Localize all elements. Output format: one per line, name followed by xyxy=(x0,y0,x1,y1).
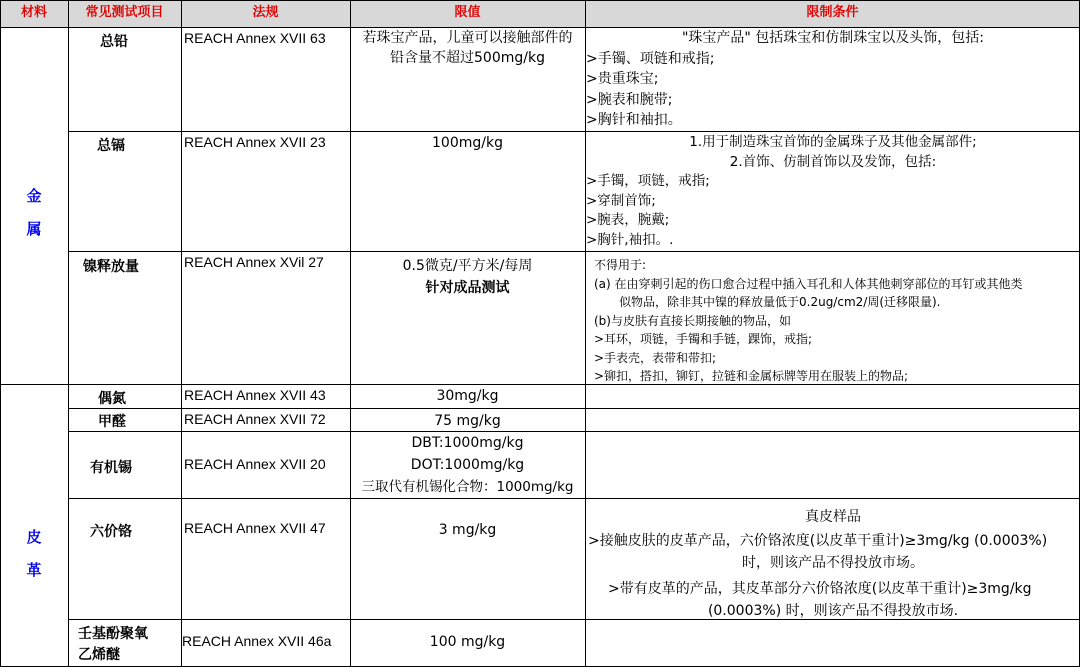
condition-line: >穿制首饰; xyxy=(586,192,656,209)
item-total-cadmium: 总镉 xyxy=(97,138,125,154)
condition-chromium xyxy=(586,506,1080,618)
limit-cadmium: 100mg/kg xyxy=(432,135,503,151)
material-leather-char2: 革 xyxy=(26,561,42,579)
condition-line: >腕表，腕戴; xyxy=(586,212,670,228)
grid-line xyxy=(68,498,1080,499)
limit-organotin-line: 三取代有机锡化合物：1000mg/kg xyxy=(361,479,574,495)
condition-line: >胸针,袖扣。. xyxy=(586,231,674,248)
material-metal-char1: 金 xyxy=(26,187,42,205)
item-organotin: 有机锡 xyxy=(90,460,132,476)
law-formaldehyde: REACH Annex XVII 72 xyxy=(184,411,326,427)
limit-lead xyxy=(350,28,585,70)
condition-line: >手表壳，表带和带扣; xyxy=(594,350,717,365)
condition-line: >接触皮肤的皮革产品，六价铬浓度(以皮革干重计)≥3mg/kg (0.0003%) xyxy=(588,533,1048,549)
item-hexavalent-chromium: 六价铬 xyxy=(90,524,132,540)
law-cadmium: REACH Annex XVII 23 xyxy=(184,134,326,150)
grid-line xyxy=(0,27,1080,28)
condition-lead xyxy=(586,28,1080,132)
condition-line: >带有皮革的产品，其皮革部分六价铬浓度(以皮革干重计)≥3mg/kg xyxy=(608,581,1032,597)
condition-line: >手镯、项链和戒指; xyxy=(586,50,715,67)
limit-organotin-line: DBT:1000mg/kg xyxy=(411,435,524,451)
grid-line xyxy=(68,0,69,667)
limit-organotin-line: DOT:1000mg/kg xyxy=(410,457,525,473)
condition-line: (a) 在由穿刺引起的伤口愈合过程中插入耳孔和人体其他刺穿部位的耳钉或其他类 xyxy=(594,276,1023,291)
limit-nickel-line: 0.5微克/平方米/每周 xyxy=(402,258,533,274)
condition-line: 1.用于制造珠宝首饰的金属珠子及其他金属部件; xyxy=(689,134,977,150)
limit-nickel xyxy=(350,255,585,299)
grid-line xyxy=(68,408,1080,409)
header-condition: 限制条件 xyxy=(806,5,859,20)
item-total-lead: 总铅 xyxy=(100,34,128,50)
condition-line: 似物品，除非其中镍的释放量低于0.2ug/cm2/周(迁移限量). xyxy=(619,295,941,309)
limit-chromium: 3 mg/kg xyxy=(438,522,497,538)
condition-nickel xyxy=(589,256,1080,384)
limit-nickel-note: 针对成品测试 xyxy=(425,280,510,296)
limit-formaldehyde: 75 mg/kg xyxy=(434,413,501,429)
condition-line: "珠宝产品" 包括珠宝和仿制珠宝以及头饰，包括: xyxy=(681,30,985,46)
header-limit: 限值 xyxy=(454,5,481,20)
grid-line xyxy=(585,0,586,667)
grid-line xyxy=(68,131,1080,132)
condition-line: (b)与皮肤有直接长期接触的物品，如 xyxy=(594,313,791,328)
condition-line: 真皮样品 xyxy=(805,509,861,525)
condition-line: >腕表和腕带; xyxy=(586,91,673,108)
limit-lead-line: 铅含量不超过500mg/kg xyxy=(390,50,545,66)
law-nickel: REACH Annex XVil 27 xyxy=(184,254,324,270)
item-azo: 偶氮 xyxy=(98,391,126,407)
grid-line xyxy=(68,431,1080,432)
limit-azo: 30mg/kg xyxy=(436,388,499,404)
grid-line xyxy=(0,0,1,667)
law-azo: REACH Annex XVII 43 xyxy=(184,387,326,403)
condition-cadmium xyxy=(586,133,1080,251)
header-regulation: 法规 xyxy=(252,5,279,20)
condition-line: 时，则该产品不得投放市场。 xyxy=(742,555,924,571)
condition-line: 2.首饰、仿制首饰以及发饰，包括: xyxy=(729,153,937,170)
item-npe-line: 乙烯醚 xyxy=(78,647,120,663)
material-metal-char2: 属 xyxy=(26,220,42,238)
law-chromium: REACH Annex XVII 47 xyxy=(184,520,326,536)
item-nonylphenol-ethoxylate xyxy=(78,624,178,666)
material-leather-char1: 皮 xyxy=(26,528,42,546)
item-npe-line: 壬基酚聚氧 xyxy=(78,626,148,642)
condition-line: >手镯，项链，戒指; xyxy=(586,173,710,189)
condition-line: >胸针和袖扣。 xyxy=(586,112,682,128)
grid-line xyxy=(181,0,182,667)
condition-line: >耳环，项链，手镯和手链，踝饰，戒指; xyxy=(594,332,813,346)
header-material: 材料 xyxy=(20,5,47,20)
limit-npe: 100 mg/kg xyxy=(429,634,506,650)
grid-line xyxy=(68,251,1080,252)
grid-line xyxy=(350,0,351,667)
item-formaldehyde: 甲醛 xyxy=(98,414,126,430)
limit-organotin xyxy=(350,432,585,498)
law-npe: REACH Annex XVII 46a xyxy=(182,633,332,649)
grid-line xyxy=(68,619,1080,620)
grid-line xyxy=(0,0,1080,1)
grid-line xyxy=(0,384,1080,385)
condition-line: >贵重珠宝; xyxy=(586,71,659,87)
condition-line: (0.0003%) 时，则该产品不得投放市场. xyxy=(707,603,959,618)
condition-line: >铆扣，搭扣，铆钉，拉链和金属标牌等用在服装上的物品; xyxy=(594,369,909,383)
law-organotin: REACH Annex XVII 20 xyxy=(184,456,326,472)
header-test-item: 常见测试项目 xyxy=(85,5,164,20)
law-lead: REACH Annex XVII 63 xyxy=(184,30,326,46)
item-nickel-release: 镍释放量 xyxy=(83,259,139,275)
condition-line: 不得用于: xyxy=(594,258,647,272)
limit-lead-line: 若珠宝产品，儿童可以接触部件的 xyxy=(362,30,573,46)
